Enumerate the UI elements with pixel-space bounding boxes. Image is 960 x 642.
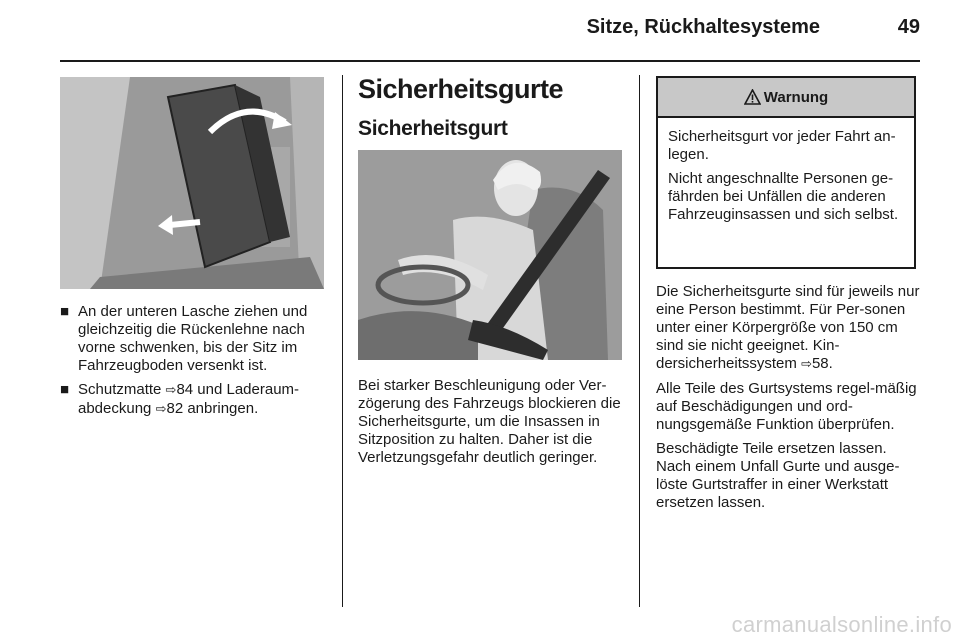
- watermark: carmanualsonline.info: [731, 612, 952, 637]
- warning-body: [658, 118, 914, 224]
- cargo-seat-figure: [60, 77, 324, 289]
- seatbelt-driver-figure: [358, 150, 622, 360]
- column-divider-right: [639, 75, 640, 607]
- page-reference[interactable]: 84: [176, 381, 194, 398]
- cross-reference-icon: ⇨: [155, 402, 167, 417]
- paragraph: Alle Teile des Gurtsystems regel-mäßig auf Beschädigungen und ord-nungsgemäße Funktion überprüfen.: [656, 380, 917, 433]
- paragraph: [656, 283, 920, 374]
- bullet-text: An der unteren Lasche ziehen und gleichzeitig die Rückenlehne nach vorne schwenken, bis der Sitz im Fahrzeugboden versenkt ist.: [78, 303, 308, 374]
- cross-reference-icon: ⇨: [801, 357, 812, 372]
- paragraph-text: .: [828, 355, 833, 372]
- bullet-text: anbringen.: [183, 400, 259, 417]
- instruction-list: [60, 303, 325, 425]
- warning-header: [658, 78, 914, 118]
- paragraph-text: Die Sicherheitsgurte sind für jeweils nur eine Person bestimmt. Für Per-sonen unter einer Körpergröße von 150 cm sind sie nicht geeignet. Kin-dersicherheitssystem: [656, 283, 920, 372]
- paragraph: Beschädigte Teile ersetzen lassen. Nach einem Unfall Gurte und ausge-löste Gurtstraffer in einer Werkstatt ersetzen lassen.: [656, 440, 900, 511]
- cross-reference-icon: ⇨: [165, 383, 177, 398]
- belt-function-paragraph: Bei starker Beschleunigung oder Ver-zögerung des Fahrzeugs blockieren die Sicherheitsgurte, um die Insassen in Sitzposition zu halten. Daher ist die Verletzungsgefahr deutlich geringer.: [358, 377, 621, 466]
- header-rule: [60, 60, 920, 62]
- bullet-text: Schutzmatte: [78, 381, 166, 398]
- section-heading: Sicherheitsgurte: [358, 74, 564, 104]
- right-column-text: [656, 283, 920, 518]
- warning-title: Warnung: [763, 88, 829, 106]
- header-title: Sitze, Rückhaltesysteme: [586, 16, 820, 38]
- column-divider-left: [342, 75, 343, 607]
- warning-text: Nicht angeschnallte Personen ge-fährden bei Unfällen die anderen Fahrzeuginsassen und sich selbst.: [668, 170, 899, 223]
- bullet-square-icon: ■: [60, 303, 70, 320]
- page-number: 49: [897, 16, 920, 38]
- warning-text: Sicherheitsgurt vor jeder Fahrt an-legen.: [668, 128, 896, 163]
- bullet-square-icon: ■: [60, 381, 70, 398]
- list-item: [60, 303, 325, 375]
- page-reference[interactable]: 58: [811, 355, 829, 372]
- subsection-heading: Sicherheitsgurt: [358, 117, 508, 140]
- bullet-text: und Laderaum-abdeckung: [78, 381, 300, 417]
- list-item: [60, 381, 325, 419]
- page-reference[interactable]: 82: [166, 400, 184, 417]
- warning-triangle-icon: [744, 89, 761, 105]
- warning-box: [656, 76, 916, 269]
